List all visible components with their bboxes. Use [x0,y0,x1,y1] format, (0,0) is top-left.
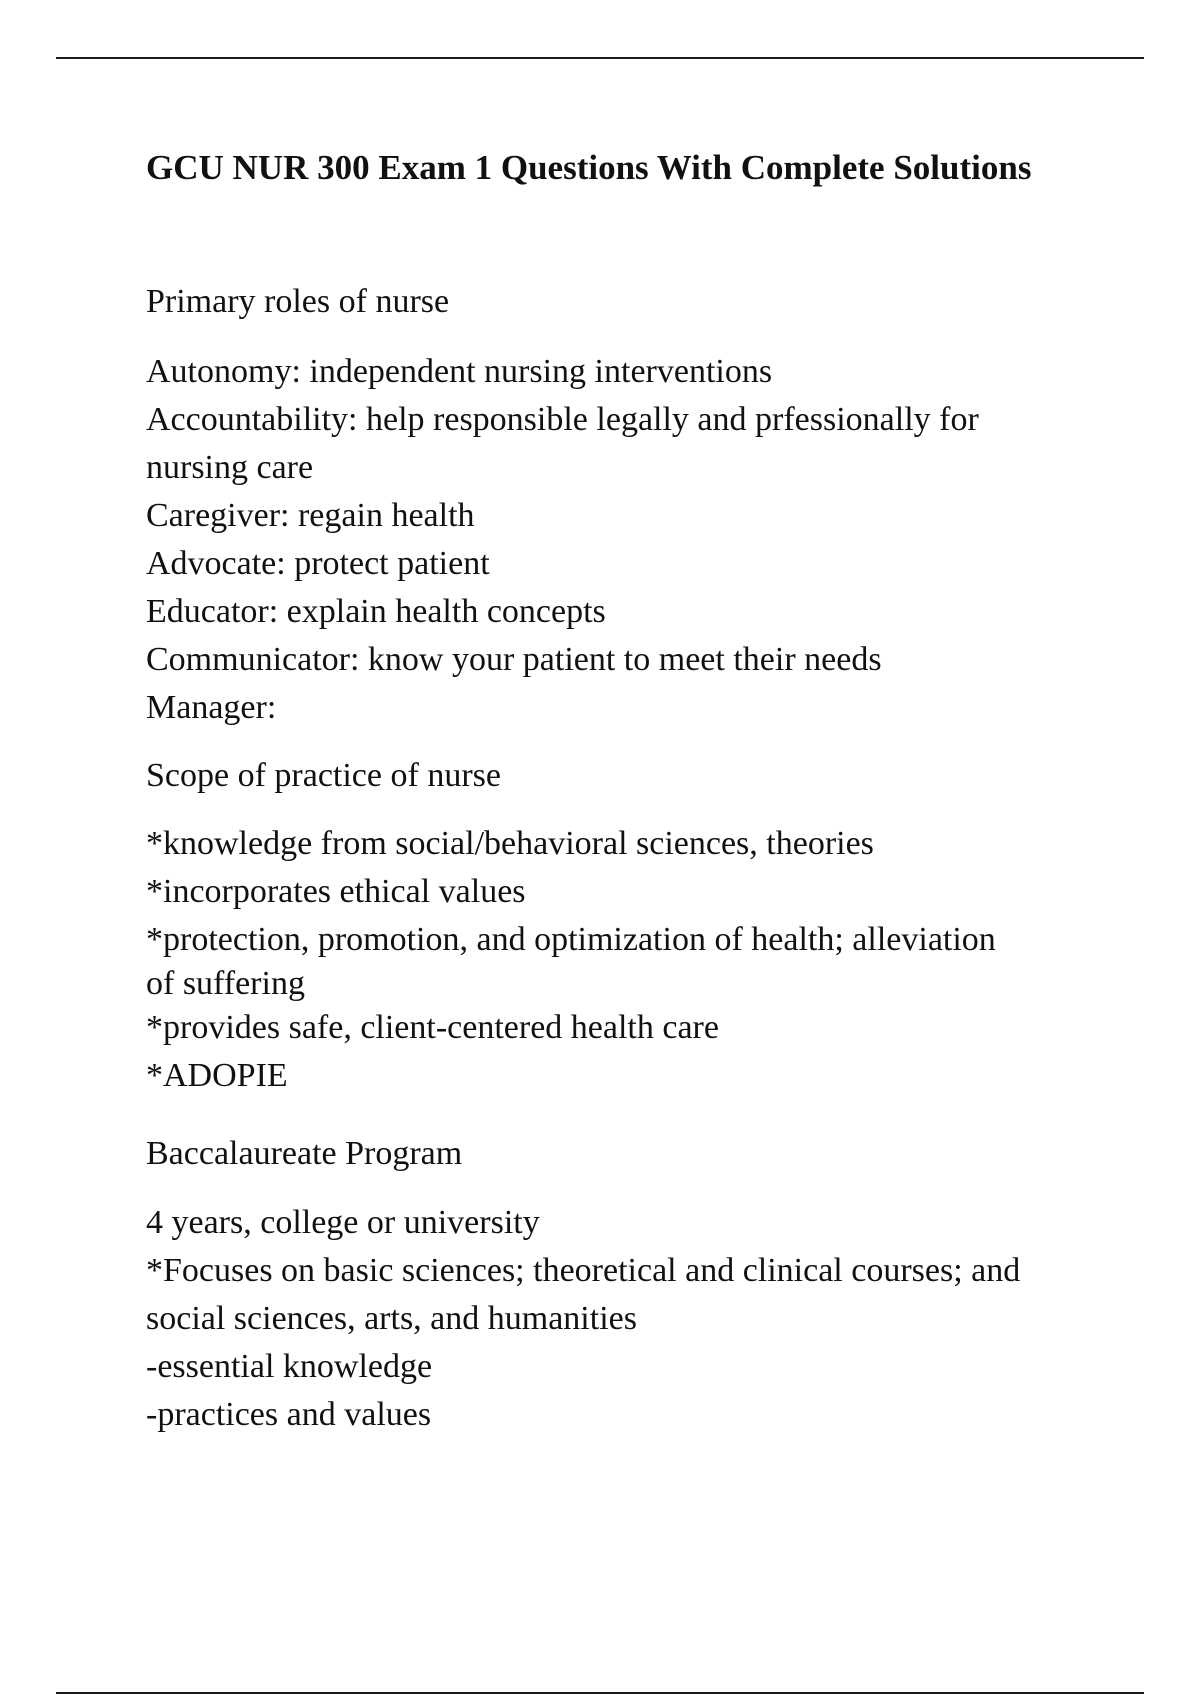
answer-scope-of-practice [146,820,1106,1100]
question-primary-roles: Primary roles of nurse [146,283,450,320]
answer-line: *protection, promotion, and optimization of health; alleviation [146,921,996,958]
answer-line: *Focuses on basic sciences; theoretical and clinical courses; and [146,1252,1021,1289]
answer-line: *provides safe, client-centered health care [146,1009,719,1046]
answer-line: nursing care [146,449,314,486]
answer-line: Manager: [146,689,277,726]
answer-line: Advocate: protect patient [146,545,490,582]
answer-line: social sciences, arts, and humanities [146,1300,637,1337]
question-baccalaureate-program: Baccalaureate Program [146,1135,463,1172]
bottom-horizontal-rule [56,1692,1144,1694]
question-scope-of-practice: Scope of practice of nurse [146,757,501,794]
answer-baccalaureate-program [146,1199,1106,1439]
answer-line: Accountability: help responsible legally and prfessionally for [146,401,979,438]
answer-line: Caregiver: regain health [146,497,475,534]
answer-line: -essential knowledge [146,1348,433,1385]
answer-primary-roles [146,348,1106,732]
answer-line: *incorporates ethical values [146,873,526,910]
answer-line: 4 years, college or university [146,1204,540,1241]
answer-line: Communicator: know your patient to meet their needs [146,641,882,678]
answer-line: *knowledge from social/behavioral sciences, theories [146,825,874,862]
answer-line: of suffering [146,965,305,1002]
answer-line: -practices and values [146,1396,432,1433]
top-horizontal-rule [56,57,1144,59]
answer-line: Autonomy: independent nursing interventions [146,353,773,390]
answer-line: Educator: explain health concepts [146,593,606,630]
document-title: GCU NUR 300 Exam 1 Questions With Complete Solutions [146,148,1032,187]
answer-line: *ADOPIE [146,1057,288,1094]
